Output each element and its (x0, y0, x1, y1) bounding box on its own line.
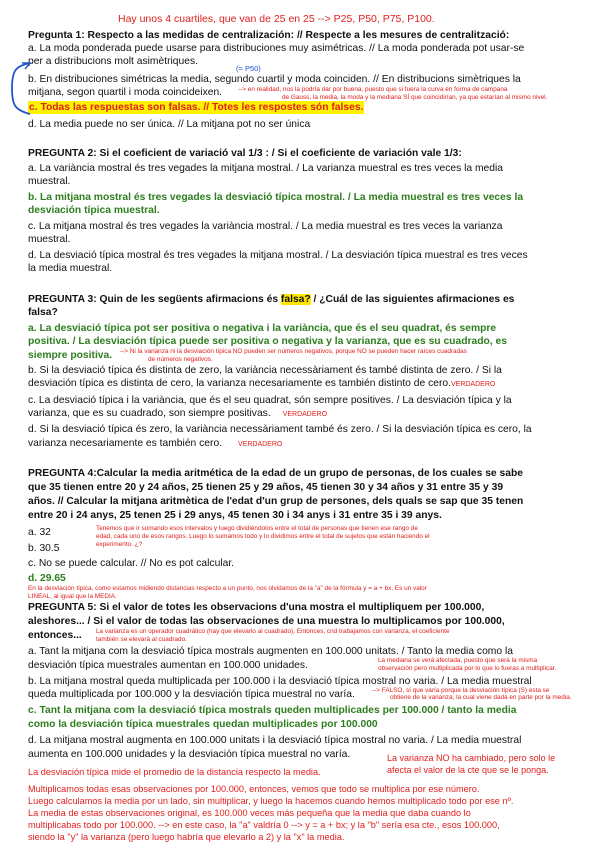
q3-note-a-1: --> Ni la varianza ni la desviación típica NO pueden ser números negativos, porque NO se pueden hacer raíces cuadradas (120, 348, 467, 355)
q3-option-c-cont: varianza, que es su cuadrado, son siempre positivas. VERDADERO (28, 408, 328, 419)
q2-option-a: a. La variància mostral és tres vegades la mitjana mostral. / La varianza muestral es tres veces la media (28, 163, 504, 174)
q4-title-3: años. // Calcular la mitjana aritmètica de l'edat d'un grup de persones, dels quals se sap que 35 tenen (28, 496, 524, 507)
q5-note-b-1: --> FALSO, sí que varía porque la desviación típica (S) esta se (372, 687, 550, 694)
q5-option-d-cont: aumenta en 100.000 unidades y la desviación típica muestral no varía. (28, 749, 351, 760)
q3-b-verdadero: VERDADERO (450, 381, 496, 388)
q4-note-2: edad, cada uno de esos rangos. Luego lo sumamos todo y lo dividimos entre el total de sujetos que están haciendo el (96, 533, 430, 540)
q2-title: PREGUNTA 2: Si el coeficient de variació val 1/3 : / Si el coeficiente de variación vale 1/3: (28, 148, 462, 159)
q1-note-b-1: --> en realidad, nos la podría dar por buena, puesto que si fuera la curva en forma de campana (238, 86, 508, 93)
q5-title-2: aleshores... / Si el valor de todas las observaciones de una muestra lo multiplicamos por 100.000, (28, 616, 505, 627)
q4-option-a: a. 32 (28, 527, 51, 538)
q4-note-d-1: En la desviación típica, como estamos midiendo distancias respecto a un punto, nos olvidamos de la "a" de la fórmula y = a + bx. Es un valor (28, 585, 427, 592)
q2-option-d-cont: la media muestral. (28, 263, 113, 274)
q2-option-b: b. La mitjana mostral és tres vegades la desviació típica mostral. / La media muestral es tres veces la (28, 192, 524, 203)
footer-right-1: La varianza NO ha cambiado, pero solo le (387, 753, 556, 763)
q4-option-c: c. No se puede calcular. // No es pot calcular. (28, 558, 235, 569)
q3-option-d: d. Si la desviació típica és zero, la variància necessàriament també és zero. / Si la desviación típica es cero, la (28, 424, 532, 435)
q3-option-c: c. La desviació típica i la variància, que és el seu quadrat, són sempre positives. / La desviación típica y la (28, 395, 512, 406)
q3-c-verdadero: VERDADERO (282, 411, 328, 418)
q1-option-d: d. La media puede no ser única. // La mitjana pot no ser única (28, 119, 311, 130)
q2-option-d: d. La desviació típica mostral és tres vegades la mitjana mostral. / La desviación típica muestral es tres veces (28, 250, 528, 261)
q1-option-b-cont: mitjana, segon quartil i moda coincideixen. (28, 87, 223, 98)
q5-option-c-cont: como la desviación típica muestrales quedan multiplicades por 100.000 (28, 719, 378, 730)
top-note: Hay unos 4 cuartiles, que van de 25 en 25 --> P25, P50, P75, P100. (118, 13, 435, 25)
q5-title-3: entonces... (28, 630, 82, 641)
q4-note-3: experimento. ¿? (96, 541, 143, 548)
q5-note-b-2: obtiene de la varianza, la cual viene dada en parte por la media. (390, 694, 572, 701)
q1-option-a-cont: per a distribucions molt asimètriques. (28, 56, 198, 67)
q1-note-b-2: de Gauss, la media, la moda y la mediana SÍ que coincidirían, ya que estarían al mismo nivel. (282, 94, 548, 101)
q5-option-c: c. Tant la mitjana com la desviació típica mostrals queden multiplicades per 100.000 / tanto la media (28, 705, 517, 716)
p50-annotation: (= P50) (236, 64, 261, 73)
q2-option-c: c. La mitjana mostral és tres vegades la variància mostral. / La media muestral es tres veces la varianza (28, 221, 503, 232)
q2-option-c-cont: muestral. (28, 234, 71, 245)
q5-option-b: b. La mitjana mostral queda multiplicada per 100.000 i la desviació típica mostral no varia. / La media muestral (28, 676, 532, 687)
q3-option-a-cont2: siempre positiva. (28, 350, 113, 361)
q5-option-a-cont: desviación típica muestrales aumentan en 100.000 unidades. (28, 660, 308, 671)
q1-option-a: a. La moda ponderada puede usarse para distribuciones muy asimétricas. // La moda ponderada pot usar-se (28, 43, 525, 54)
q3-option-b-cont: desviación típica es distinta de cero, la varianza necesariamente es también distinto de cero.VERDADERO (28, 378, 496, 389)
q3-option-d-cont: varianza necesariamente es también cero. VERDADERO (28, 438, 283, 449)
q5-note-a-2: observación pero multiplicada por lo que lo fueras a multiplicar. (378, 665, 557, 672)
q1-title: Pregunta 1: Respecto a las medidas de centralización: // Respecte a les mesures de centralització: (28, 30, 510, 41)
q5-option-a: a. Tant la mitjana com la desviació típica mostrals augmenten en 100.000 unitats. / Tanto la media como la (28, 646, 513, 657)
q5-note-title-1: La varianza es un operador cuadrático (hay que elevarlo al cuadrado), Entonces, cnd trabajamos con varianza, el coeficiente (96, 628, 450, 635)
footer-p2: Luego calculamos la media por un lado, sin multiplicar, y luego la hacemos cuando hemos multiplicado todo por ese nº. (28, 796, 514, 806)
q4-note-1: Tenemos que ir sumando esos intervalos y luego dividiéndolos entre el total de personas que tienen ese rango de (96, 525, 418, 532)
q4-title-1: PREGUNTA 4:Calcular la media aritmética de la edad de un grupo de personas, de los cuales se sabe (28, 468, 523, 479)
q2-option-b-cont: desviación típica muestral. (28, 205, 160, 216)
footer-p5: siendo la "y" la varianza (pero luego habría que elevarlo a 2) y la "x" la media. (28, 832, 345, 842)
q3-option-a-cont: positiva. / La desviación típica puede ser positiva o negativa y la varianza, que es su cuadrado, es (28, 336, 507, 347)
q3-title: PREGUNTA 3: Quin de les següents afirmacions és falsa? / ¿Cuál de las siguientes afirmaciones es (28, 294, 515, 305)
q2-option-a-cont: muestral. (28, 176, 71, 187)
q5-note-a-1: La mediana se verá afectada, puesto que será la misma (378, 657, 538, 664)
q3-option-a: a. La desviació típica pot ser positiva o negativa i la variància, que és el seu quadrat, és sempre (28, 323, 497, 334)
q3-option-b: b. Si la desviació típica és distinta de zero, la variància necessàriament és també distinta de zero. / Si la (28, 365, 502, 376)
footer-p1: Multiplicamos todas esas observaciones por 100.000, entonces, vemos que todo se multiplica por ese número. (28, 784, 480, 794)
q4-note-d-2: LINEAL, al igual que la MEDIA. (28, 593, 117, 600)
bracket-mark (2, 60, 36, 120)
q4-title-2: que 35 tienen entre 20 y 24 años, 25 tienen 25 y 29 años, 45 tienen 30 y 34 años y 31 entre 35 y 39 (28, 482, 504, 493)
q4-option-b: b. 30.5 (28, 543, 60, 554)
q5-option-d: d. La mitjana mostral augmenta en 100.000 unitats i la desviació típica mostral no varia. / La media muestral (28, 735, 522, 746)
q1-option-b: b. En distribuciones simétricas la media, segundo cuartil y moda coinciden. // En distribucions simètriques la (28, 74, 521, 85)
footer-p4: multiplicabas todo por 100.000. --> en este caso, la "a" valdría 0 --> y = a + bx; y la "b" sería esa cte., esos 100.000, (28, 820, 500, 830)
q3-d-verdadero: VERDADERO (238, 441, 283, 448)
q5-note-title-2: también se elevará al cuadrado. (96, 636, 187, 643)
q1-option-c: c. Todas las respuestas son falsas. // Totes les respostes són falses. (29, 102, 364, 113)
falsa-highlight: falsa? (280, 294, 311, 305)
q3-title-cont: falsa? (28, 307, 58, 318)
q4-option-d: d. 29.65 (28, 573, 66, 584)
q4-title-4: entre 20 i 24 anys, 25 tenen 25 i 29 anys, 45 tenen 30 i 34 anys i 31 entre 35 i 39 anys. (28, 510, 442, 521)
footer-p3: La media de estas observaciones original, es 100.000 veces más pequeña que la media que daba cuando lo (28, 808, 471, 818)
footer-left: La desviación típica mide el promedio de la distancia respecto la media. (28, 767, 321, 777)
q3-note-a-2: de números negativos. (148, 356, 213, 363)
q5-option-b-cont: queda multiplicada por 100.000 y la desviación típica muestral no varía. (28, 689, 355, 700)
q5-title-1: PREGUNTA 5: Si el valor de totes les observacions d'una mostra el multipliquem per 100.000, (28, 602, 485, 613)
footer-right-2: afecta el valor de la cte que se le ponga. (387, 765, 549, 775)
